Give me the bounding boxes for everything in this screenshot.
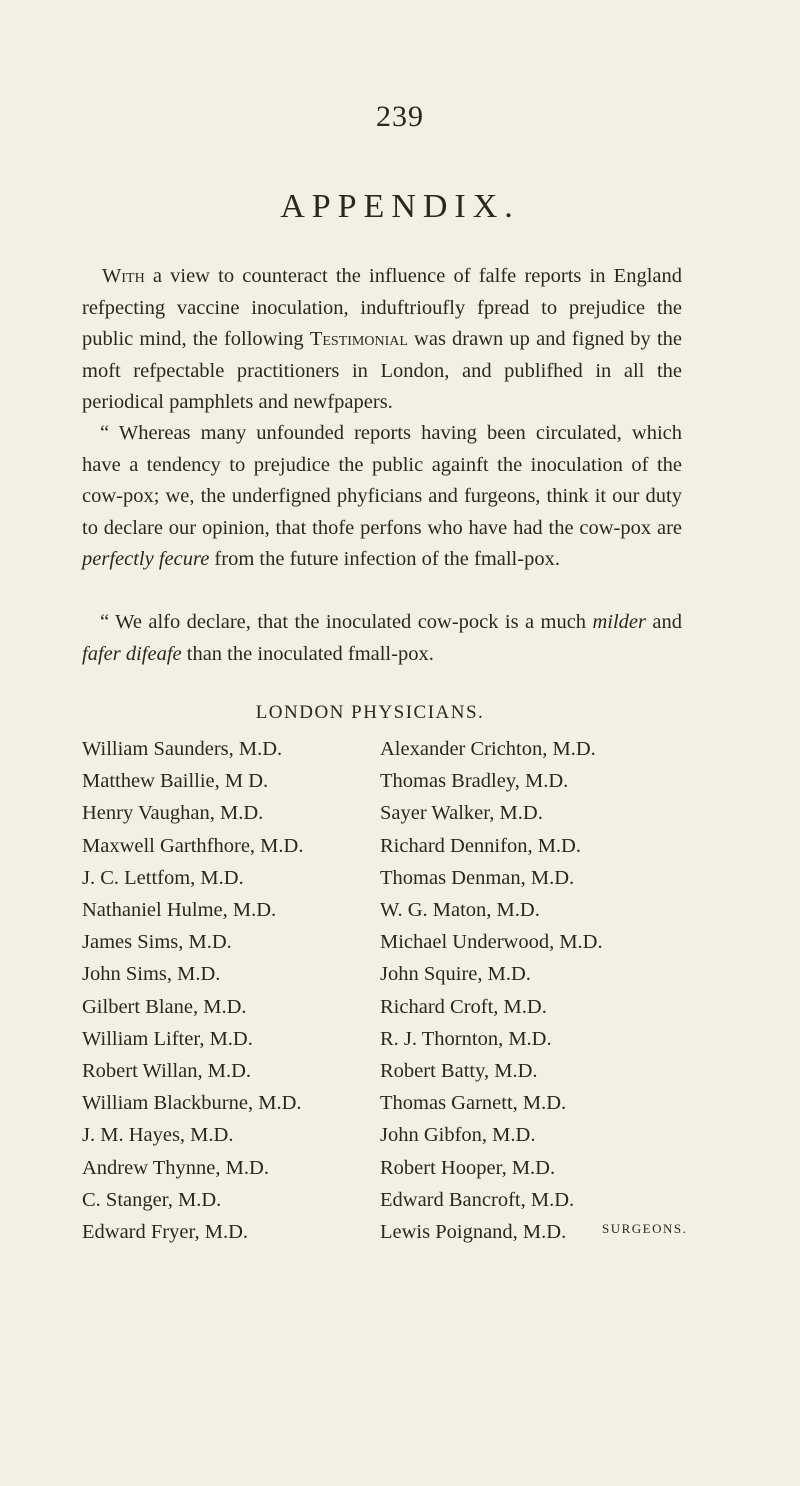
- declaration-2-before: “ We alfo declare, that the inoculated cow-pock is a much: [100, 611, 593, 633]
- physician-name: Henry Vaughan, M.D.: [82, 802, 264, 825]
- catchword: SURGEONS.: [602, 1221, 688, 1236]
- declaration-1-before: “ Whereas many unfounded reports having been circulated, which have a tendency to prejudice the public againft the inoculation of the cow-pox; we, the underfigned phyficians and furgeons, think it our duty to declare our opinion, that thofe perfons who have had the cow-pox are: [82, 422, 682, 539]
- physician-name: Robert Hooper, M.D.: [380, 1156, 556, 1179]
- appendix-heading: APPENDIX.: [280, 188, 520, 225]
- testimonial-word: Testimonial: [309, 328, 408, 350]
- physician-name: John Sims, M.D.: [82, 963, 221, 986]
- physician-name: Thomas Denman, M.D.: [380, 866, 575, 889]
- physician-name: Gilbert Blane, M.D.: [82, 995, 247, 1018]
- physician-name: Thomas Garnett, M.D.: [380, 1092, 567, 1115]
- physician-name: William Saunders, M.D.: [82, 738, 283, 760]
- declaration-2-safer: fafer difeafe: [82, 642, 182, 665]
- physician-name: William Blackburne, M.D.: [82, 1092, 302, 1115]
- intro-first-word: With: [102, 265, 145, 287]
- physician-name: Edward Bancroft, M.D.: [380, 1188, 575, 1211]
- physician-name: Edward Fryer, M.D.: [82, 1221, 248, 1244]
- physician-name: Richard Dennifon, M.D.: [380, 834, 581, 857]
- physician-name: Matthew Baillie, M D.: [82, 770, 269, 793]
- physician-name: John Gibfon, M.D.: [380, 1124, 536, 1147]
- physician-name: Robert Batty, M.D.: [380, 1060, 538, 1083]
- physician-name: Richard Croft, M.D.: [380, 995, 547, 1018]
- physicians-left-column: [82, 733, 303, 1248]
- declaration-paragraph-1: [82, 418, 682, 576]
- physician-name: Robert Willan, M.D.: [82, 1060, 252, 1083]
- physician-name: R. J. Thornton, M.D.: [380, 1027, 552, 1050]
- physician-name: Alexander Crichton, M.D.: [380, 738, 596, 760]
- declaration-1-after: from the future infection of the fmall-pox.: [209, 548, 560, 570]
- physicians-right-column: [380, 733, 603, 1248]
- physician-name: Sayer Walker, M.D.: [380, 802, 543, 825]
- physician-name: W. G. Maton, M.D.: [380, 899, 540, 922]
- physician-name: James Sims, M.D.: [82, 931, 232, 954]
- physician-name: C. Stanger, M.D.: [82, 1188, 222, 1211]
- declaration-1-emphasis: perfectly fecure: [82, 548, 210, 570]
- intro-text-after: was drawn up and figned by the moft refpectable practitioners in London, and publifhed in all the periodical pamphlets and newfpapers.: [82, 328, 682, 413]
- physician-name: Maxwell Garthfhore, M.D.: [82, 834, 304, 857]
- physician-name: Lewis Poignand, M.D.: [380, 1221, 567, 1244]
- declaration-paragraph-2: [82, 607, 682, 670]
- intro-paragraph: [82, 261, 682, 419]
- physician-name: J. C. Lettfom, M.D.: [82, 866, 244, 889]
- intro-text-before: a view to counteract the influence of falfe reports in England refpecting vaccine inoculation, induftrioufly fpread to prejudice the public mind, the following: [82, 265, 682, 350]
- physician-name: John Squire, M.D.: [380, 963, 531, 986]
- physician-name: William Lifter, M.D.: [82, 1027, 253, 1050]
- physician-name: Thomas Bradley, M.D.: [380, 770, 569, 793]
- physician-name: Nathaniel Hulme, M.D.: [82, 899, 277, 922]
- declaration-2-milder: milder: [592, 611, 646, 633]
- declaration-2-after: than the inoculated fmall-pox.: [181, 642, 434, 665]
- page-number: 239: [376, 100, 424, 133]
- physician-name: Michael Underwood, M.D.: [380, 931, 603, 954]
- section-heading: LONDON PHYSICIANS.: [255, 702, 485, 723]
- physician-name: J. M. Hayes, M.D.: [82, 1124, 234, 1147]
- declaration-2-and: and: [645, 611, 682, 633]
- physician-name: Andrew Thynne, M.D.: [82, 1156, 269, 1179]
